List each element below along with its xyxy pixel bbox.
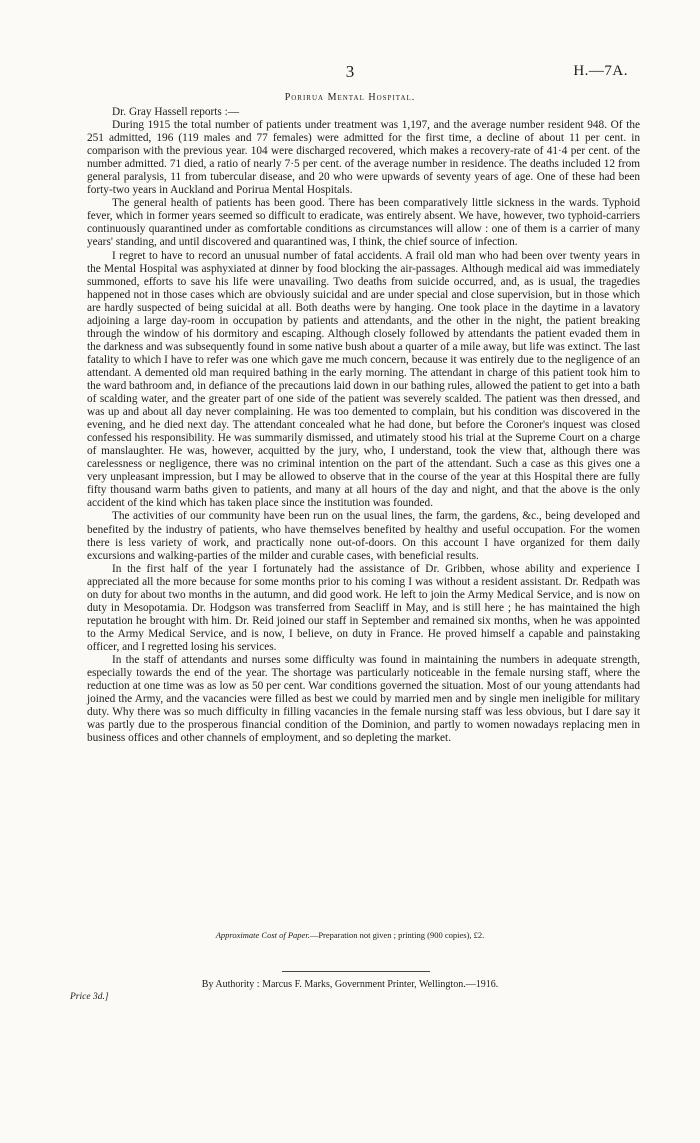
printer-imprint: By Authority : Marcus F. Marks, Government Printer, Wellington.—1916.: [201, 979, 499, 990]
paragraph-general-health: The general health of patients has been good. There has been comparatively little sickness in the wards. Typhoid fever, which in former years seemed so difficult to eradicate, was entirely absent. We have, however, two typhoid-carriers continuously quarantined under as comfortable conditions as circumstances will allow : one of them is a carrier of many years' standing, and until discovered and quarantined was, I think, the chief source of infection.: [87, 197, 640, 249]
divider-rule: [282, 971, 430, 972]
paragraph-attendants-nurses: In the staff of attendants and nurses some difficulty was found in maintaining the numbers in adequate strength, especially towards the end of the year. The shortage was particularly noticeable in the female nursing staff, where the reduction at one time was as low as 50 per cent. War conditions governed the situation. Most of our young attendants had joined the Army, and the vacancies were filled as best we could by married men and by single men ineligible for military duty. Why there was so much difficulty in filling vacancies in the female nursing staff was less obvious, but I dare say it was partly due to the prosperous financial condition of the Dominion, and partly to women nowadays replacing men in business offices and other channels of employment, and so depleting the market.: [87, 653, 640, 745]
cost-text: —Preparation not given ; printing (900 copies), £2.: [309, 930, 485, 940]
document-reference: H.—7A.: [573, 63, 628, 79]
paragraph-statistics: During 1915 the total number of patients under treatment was 1,197, and the average number resident 948. Of the 251 admitted, 196 (119 males and 77 females) were admitted for the first time, a decline of about 11 per cent. in comparison with the previous year. 104 were discharged recovered, which makes a recovery-rate of 41·4 per cent. of the number admitted. 71 died, a ratio of nearly 7·5 per cent. of the average number in residence. The deaths included 12 from general paralysis, 11 from tubercular disease, and 20 who were upwards of seventy years of age. One of these had been forty-two years in Auckland and Porirua Mental Hospitals.: [87, 119, 640, 197]
price-label: Price 3d.]: [70, 992, 109, 1002]
paragraph-fatal-accidents: I regret to have to record an unusual number of fatal accidents. A frail old man who had been over twenty years in the Mental Hospital was asphyxiated at dinner by food blocking the air-passages. Although medical aid was immediately summoned, efforts to save his life were unavailing. Two deaths from suicide occurred, and, as is usual, the tragedies happened not in those cases which are obviously suicidal and are under special and close supervision, but in those which are hardly suspected of being suicidal at all. Both deaths were by hanging. One took place in the daytime in a lavatory adjoining a large day-room in occupation by patients and attendants, and the other in the night, the patient breaking through the window of his dormitory and escaping. Although closely followed by attendants the patient evaded them in the darkness and was subsequently found in some native bush about a quarter of a mile away, but life was extinct. The last fatality to which I have to refer was one which gave me much concern, because it was entirely due to the negligence of an attendant. A demented old man required bathing in the early morning. The attendant in charge of this patient took him to the ward bathroom and, in defiance of the precautions laid down in our bathing rules, allowed the patient to get into a bath of scalding water, and the greater part of one side of the patient was severely scalded. The patient was then dressed, and was up and about all day never complaining. He was too demented to complain, but his condition was discovered in the evening, and he died next day. The attendant concealed what he had done, but before the Coroner's inquest was closed confessed his responsibility. He was summarily dismissed, and utimately stood his trial at the Supreme Court on a charge of manslaughter. He was, however, acquitted by the jury, who, I understand, took the view that, although there was carelessness or negligence, there was no criminal intention on the part of the attendant. Such a case as this gives one a very unpleasant impression, but I may be allowed to observe that in the course of the year at this Hospital there are fully fifty thousand warm baths given to patients, and many at all hours of the day and night, and that the above is the only accident of the kind which has taken place since the institution was founded.: [87, 249, 640, 510]
paragraph-medical-staff: In the first half of the year I fortunately had the assistance of Dr. Gribben, whose ability and experience I appreciated all the more because for some months prior to his coming I was without a resident assistant. Dr. Redpath was on duty for about two months in the autumn, and did good work. He left to join the Army Medical Service, and is now on duty in Mesopotamia. Dr. Hodgson was transferred from Seacliff in May, and is still here ; he has maintained the high reputation he brought with him. Dr. Reid joined our staff in September and remained six months, when he was appointed to the Army Medical Service, and is now, I believe, on duty in France. He proved himself a capable and painstaking officer, and I regretted losing his services.: [87, 562, 640, 653]
page-number: 3: [345, 62, 355, 81]
report-body: [87, 106, 640, 745]
section-heading: Porirua Mental Hospital.: [284, 92, 416, 103]
cost-label: Approximate Cost of Paper.: [215, 930, 310, 940]
cost-note: [0, 930, 700, 940]
paragraph-community-activities: The activities of our community have been run on the usual lines, the farm, the gardens, &c., being developed and benefited by the industry of patients, who have themselves benefited by healthy and useful occupation. For the women there is less variety of work, and practically none out-of-doors. On this account I have organized for them daily excursions and walking-parties of the milder and curable cases, with beneficial results.: [87, 510, 640, 562]
report-intro: Dr. Gray Hassell reports :—: [112, 106, 240, 118]
